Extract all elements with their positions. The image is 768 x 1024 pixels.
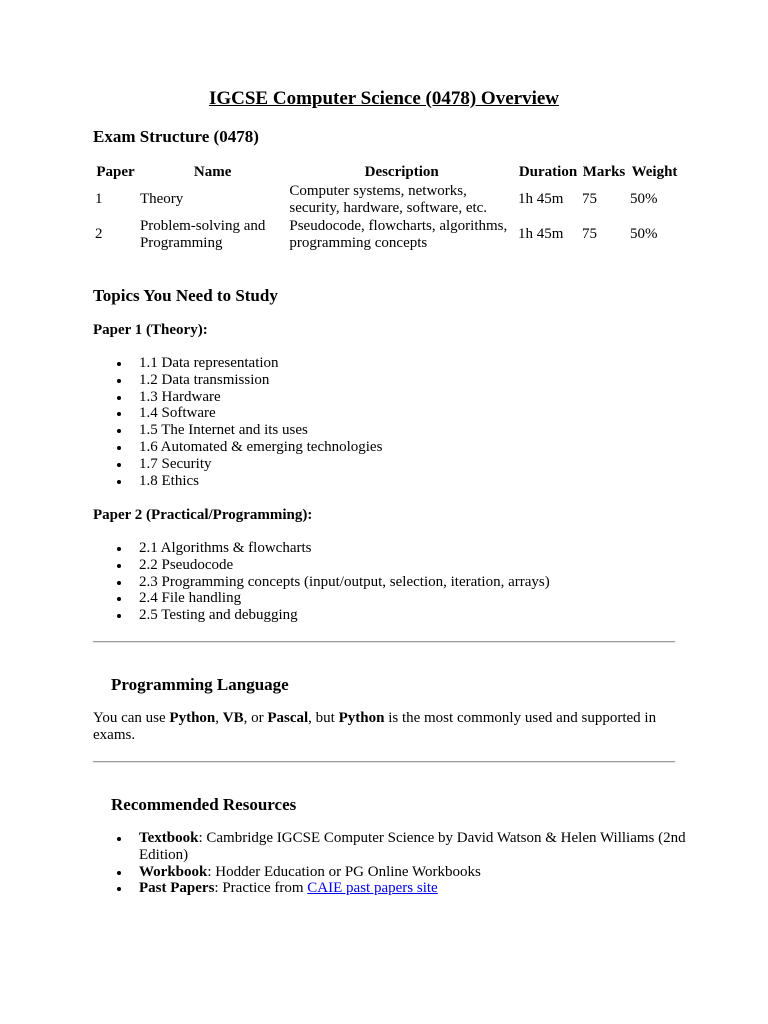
page-title: IGCSE Computer Science (0478) Overview	[208, 88, 560, 109]
list-item: 2.3 Programming concepts (input/output, selection, iteration, arrays)	[93, 574, 675, 591]
column-header-description: Description	[364, 163, 439, 180]
past-papers-label: Past Papers	[139, 880, 215, 897]
topics-heading: Topics You Need to Study	[93, 286, 278, 305]
cell-name: Theory	[139, 191, 184, 207]
list-item: 1.6 Automated & emerging technologies	[93, 439, 675, 456]
column-header-weight: Weight	[631, 163, 678, 180]
column-header-paper: Paper	[96, 163, 135, 180]
caie-past-papers-link[interactable]: CAIE past papers site	[307, 880, 438, 897]
cell-weight: 50%	[630, 226, 658, 242]
text-segment: You can use	[93, 710, 170, 726]
workbook-label: Workbook	[139, 863, 208, 880]
list-item	[93, 880, 693, 897]
text-segment: , but	[308, 710, 339, 726]
list-item: 1.1 Data representation	[93, 355, 675, 372]
table-header-row	[93, 162, 681, 182]
cell-description: Computer systems, networks, security, hardware, software, etc.	[289, 182, 488, 216]
column-header-name: Name	[193, 163, 232, 180]
workbook-text: : Hodder Education or PG Online Workbooks	[207, 863, 481, 880]
table-row	[93, 217, 681, 252]
cell-marks: 75	[582, 226, 598, 242]
column-header-duration: Duration	[518, 163, 578, 180]
cell-weight: 50%	[630, 191, 658, 207]
cell-paper: 1	[95, 191, 103, 207]
language-pascal: Pascal	[267, 710, 309, 726]
list-item: 1.5 The Internet and its uses	[93, 422, 675, 439]
text-segment: is the most commonly used and supported in exams.	[93, 710, 657, 743]
paper2-topic-list	[93, 540, 675, 624]
language-python: Python	[169, 710, 216, 726]
horizontal-divider	[93, 641, 675, 643]
table-row	[93, 182, 681, 217]
exam-structure-table	[93, 162, 681, 252]
list-item: 2.2 Pseudocode	[93, 557, 675, 574]
cell-marks: 75	[582, 191, 598, 207]
past-papers-text: : Practice from	[214, 880, 308, 897]
resources-list	[93, 830, 693, 897]
exam-structure-heading: Exam Structure (0478)	[93, 127, 259, 146]
programming-language-heading: Programming Language	[111, 675, 289, 694]
paper2-heading: Paper 2 (Practical/Programming):	[93, 507, 313, 523]
language-vb: VB	[222, 710, 244, 726]
cell-paper: 2	[95, 226, 103, 242]
list-item: 1.2 Data transmission	[93, 372, 675, 389]
list-item: 1.7 Security	[93, 456, 675, 473]
language-python-recommended: Python	[338, 710, 385, 726]
paper1-heading: Paper 1 (Theory):	[93, 322, 208, 338]
textbook-text: : Cambridge IGCSE Computer Science by David Watson & Helen Williams (2nd Edition)	[139, 830, 686, 863]
list-item: 2.4 File handling	[93, 590, 675, 607]
paper1-topic-list	[93, 355, 675, 489]
list-item	[93, 864, 693, 881]
list-item: 1.8 Ethics	[93, 473, 675, 490]
text-segment: , or	[243, 710, 268, 726]
cell-duration: 1h 45m	[518, 191, 564, 207]
list-item: 2.1 Algorithms & flowcharts	[93, 540, 675, 557]
textbook-label: Textbook	[139, 830, 199, 846]
horizontal-divider	[93, 761, 675, 763]
programming-language-paragraph	[93, 710, 675, 744]
cell-description: Pseudocode, flowcharts, algorithms, programming concepts	[289, 217, 508, 251]
column-header-marks: Marks	[582, 163, 626, 180]
list-item: 2.5 Testing and debugging	[93, 607, 675, 624]
resources-heading: Recommended Resources	[111, 795, 297, 814]
cell-name: Problem-solving and Programming	[139, 217, 266, 251]
text-segment: ,	[215, 710, 223, 726]
list-item: 1.3 Hardware	[93, 389, 675, 406]
list-item	[93, 830, 693, 864]
list-item: 1.4 Software	[93, 405, 675, 422]
cell-duration: 1h 45m	[518, 226, 564, 242]
